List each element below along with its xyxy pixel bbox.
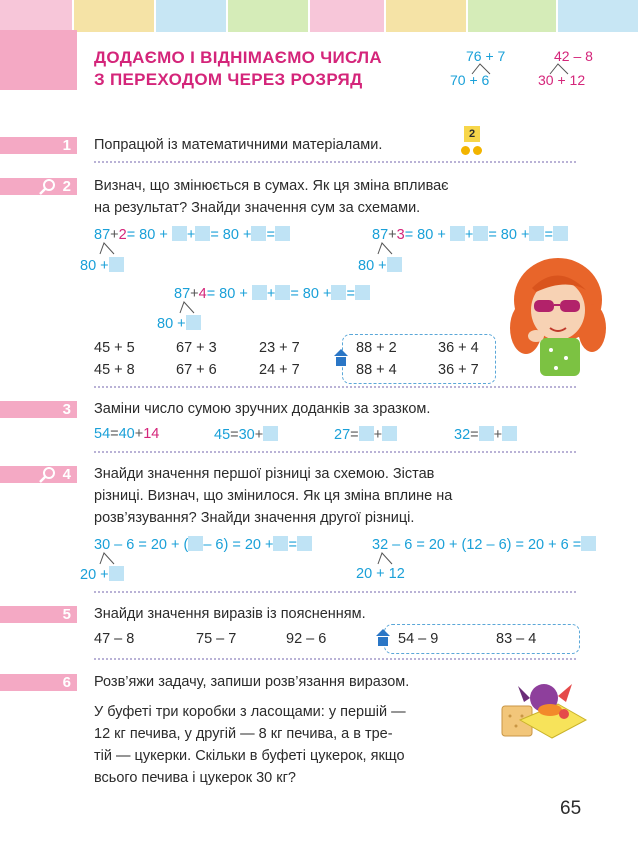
answer-box[interactable] xyxy=(275,285,290,300)
task-6-problem-line1: У буфеті три коробки з ласощами: у першій — xyxy=(94,704,406,720)
task-5-expression: 75 – 7 xyxy=(196,631,237,647)
answer-box[interactable] xyxy=(297,536,312,551)
task-2-split-a: 80 + xyxy=(80,257,124,274)
answer-box[interactable] xyxy=(387,257,402,272)
level-badge: 2 xyxy=(464,126,480,142)
top-stripe xyxy=(74,0,154,32)
task-4-text-line3: розв’язування? Знайди значення другої різниці. xyxy=(94,510,415,526)
answer-box[interactable] xyxy=(263,426,278,441)
divider xyxy=(94,658,576,660)
task-3-item: 27= + xyxy=(334,426,397,443)
answer-box[interactable] xyxy=(109,566,124,581)
task-3-item: 32= + xyxy=(454,426,517,443)
task-4-split-a: 20 + xyxy=(80,566,124,583)
task-6-text: Розв’яжи задачу, запиши розв’язання виразом. xyxy=(94,674,410,690)
header-accent-bar xyxy=(0,30,77,90)
page-title-line2: З ПЕРЕХОДОМ ЧЕРЕЗ РОЗРЯД xyxy=(94,70,363,89)
answer-box[interactable] xyxy=(450,226,465,241)
split-branch-icon xyxy=(96,242,124,256)
divider xyxy=(94,161,576,163)
task-6-problem-line3: тій — цукерки. Скільки в буфеті цукерок, якщо xyxy=(94,748,405,764)
answer-box[interactable] xyxy=(502,426,517,441)
task-2-split-b: 80 + xyxy=(358,257,402,274)
top-stripe xyxy=(0,0,72,32)
task-4-equation-b: 32 – 6 = 20 + (12 – 6) = 20 + 6 = xyxy=(372,536,596,553)
answer-box[interactable] xyxy=(473,226,488,241)
task-2-expression: 67 + 6 xyxy=(176,362,217,378)
split-branch-icon xyxy=(470,62,500,76)
task-number-1: 1 xyxy=(0,137,77,154)
task-2-expression: 88 + 2 xyxy=(356,340,397,356)
task-5-expression: 83 – 4 xyxy=(496,631,537,647)
answer-box[interactable] xyxy=(331,285,346,300)
answer-box[interactable] xyxy=(382,426,397,441)
task-number-6: 6 xyxy=(0,674,77,691)
task-2-text-line1: Визнач, що змінюється в сумах. Як ця зміна впливає xyxy=(94,178,449,194)
divider xyxy=(94,451,576,453)
answer-box[interactable] xyxy=(581,536,596,551)
girl-illustration xyxy=(506,248,610,376)
divider xyxy=(94,591,576,593)
task-number-2: 2 xyxy=(0,178,77,195)
task-2-expression: 88 + 4 xyxy=(356,362,397,378)
task-3-text: Заміни число сумою зручних доданків за зразком. xyxy=(94,401,431,417)
level-dot-icon xyxy=(461,146,470,155)
task-number-4: 4 xyxy=(0,466,77,483)
answer-box[interactable] xyxy=(251,226,266,241)
sweets-illustration xyxy=(498,670,592,752)
answer-box[interactable] xyxy=(273,536,288,551)
task-5-text: Знайди значення виразів із поясненням. xyxy=(94,606,366,622)
task-3-example: 54=40+14 xyxy=(94,426,160,442)
page-number: 65 xyxy=(560,798,582,819)
split-branch-icon xyxy=(374,552,402,566)
answer-box[interactable] xyxy=(275,226,290,241)
task-2-expression: 45 + 8 xyxy=(94,362,135,378)
task-1-text: Попрацюй із математичними матеріалами. xyxy=(94,137,383,153)
split-branch-icon xyxy=(374,242,402,256)
task-5-expression: 47 – 8 xyxy=(94,631,135,647)
task-5-expression: 54 – 9 xyxy=(398,631,439,647)
top-stripe xyxy=(386,0,466,32)
top-stripe xyxy=(310,0,384,32)
answer-box[interactable] xyxy=(172,226,187,241)
answer-box[interactable] xyxy=(529,226,544,241)
task-6-problem-line2: 12 кг печива, у другій — 8 кг печива, а в тре- xyxy=(94,726,393,742)
level-dot-icon xyxy=(473,146,482,155)
home-icon xyxy=(376,629,390,646)
task-2-expression: 24 + 7 xyxy=(259,362,300,378)
task-4-text-line1: Знайди значення першої різниці за схемою. Зістав xyxy=(94,466,435,482)
task-2-expression: 45 + 5 xyxy=(94,340,135,356)
answer-box[interactable] xyxy=(109,257,124,272)
task-2-text-line2: на результат? Знайди значення сум за схемами. xyxy=(94,200,421,216)
top-stripe xyxy=(156,0,226,32)
divider xyxy=(94,386,576,388)
answer-box[interactable] xyxy=(195,226,210,241)
task-2-expression: 23 + 7 xyxy=(259,340,300,356)
top-stripe xyxy=(468,0,556,32)
task-number-3: 3 xyxy=(0,401,77,418)
task-3-item: 45=30+ xyxy=(214,426,278,443)
task-2-expression: 36 + 7 xyxy=(438,362,479,378)
task-2-equation-c: 87+4= 80 + + = 80 + = xyxy=(174,285,370,302)
task-2-expression: 67 + 3 xyxy=(176,340,217,356)
header-example-2-top: 42 – 8 xyxy=(554,48,593,64)
answer-box[interactable] xyxy=(186,315,201,330)
answer-box[interactable] xyxy=(252,285,267,300)
task-4-text-line2: різниці. Визнач, що змінилося. Як ця зміна вплине на xyxy=(94,488,453,504)
page-title-line1: ДОДАЄМО І ВІДНІМАЄМО ЧИСЛА xyxy=(94,48,382,67)
answer-box[interactable] xyxy=(188,536,203,551)
task-4-equation-a: 30 – 6 = 20 + ( – 6) = 20 + = xyxy=(94,536,312,553)
top-stripe xyxy=(558,0,638,32)
task-2-expression: 36 + 4 xyxy=(438,340,479,356)
task-5-expression: 92 – 6 xyxy=(286,631,327,647)
top-stripe xyxy=(228,0,308,32)
home-icon xyxy=(334,349,348,366)
magnifier-icon xyxy=(38,466,58,484)
task-4-split-b: 20 + 12 xyxy=(356,566,405,582)
header-example-1-bottom: 70 + 6 xyxy=(450,72,490,88)
split-branch-icon xyxy=(96,552,124,566)
task-2-equation-b: 87+3= 80 + + = 80 + = xyxy=(372,226,568,243)
header-example-1-top: 76 + 7 xyxy=(466,48,506,64)
split-branch-icon xyxy=(548,62,578,76)
answer-box[interactable] xyxy=(479,426,494,441)
task-2-split-c: 80 + xyxy=(157,315,201,332)
task-2-equation-a: 87+2= 80 + + = 80 + = xyxy=(94,226,290,243)
task-number-5: 5 xyxy=(0,606,77,623)
split-branch-icon xyxy=(176,301,204,315)
task-6-problem-line4: всього печива і цукерок 30 кг? xyxy=(94,770,296,786)
magnifier-icon xyxy=(38,178,58,196)
answer-box[interactable] xyxy=(355,285,370,300)
answer-box[interactable] xyxy=(553,226,568,241)
header-example-2-bottom: 30 + 12 xyxy=(538,72,586,88)
answer-box[interactable] xyxy=(359,426,374,441)
